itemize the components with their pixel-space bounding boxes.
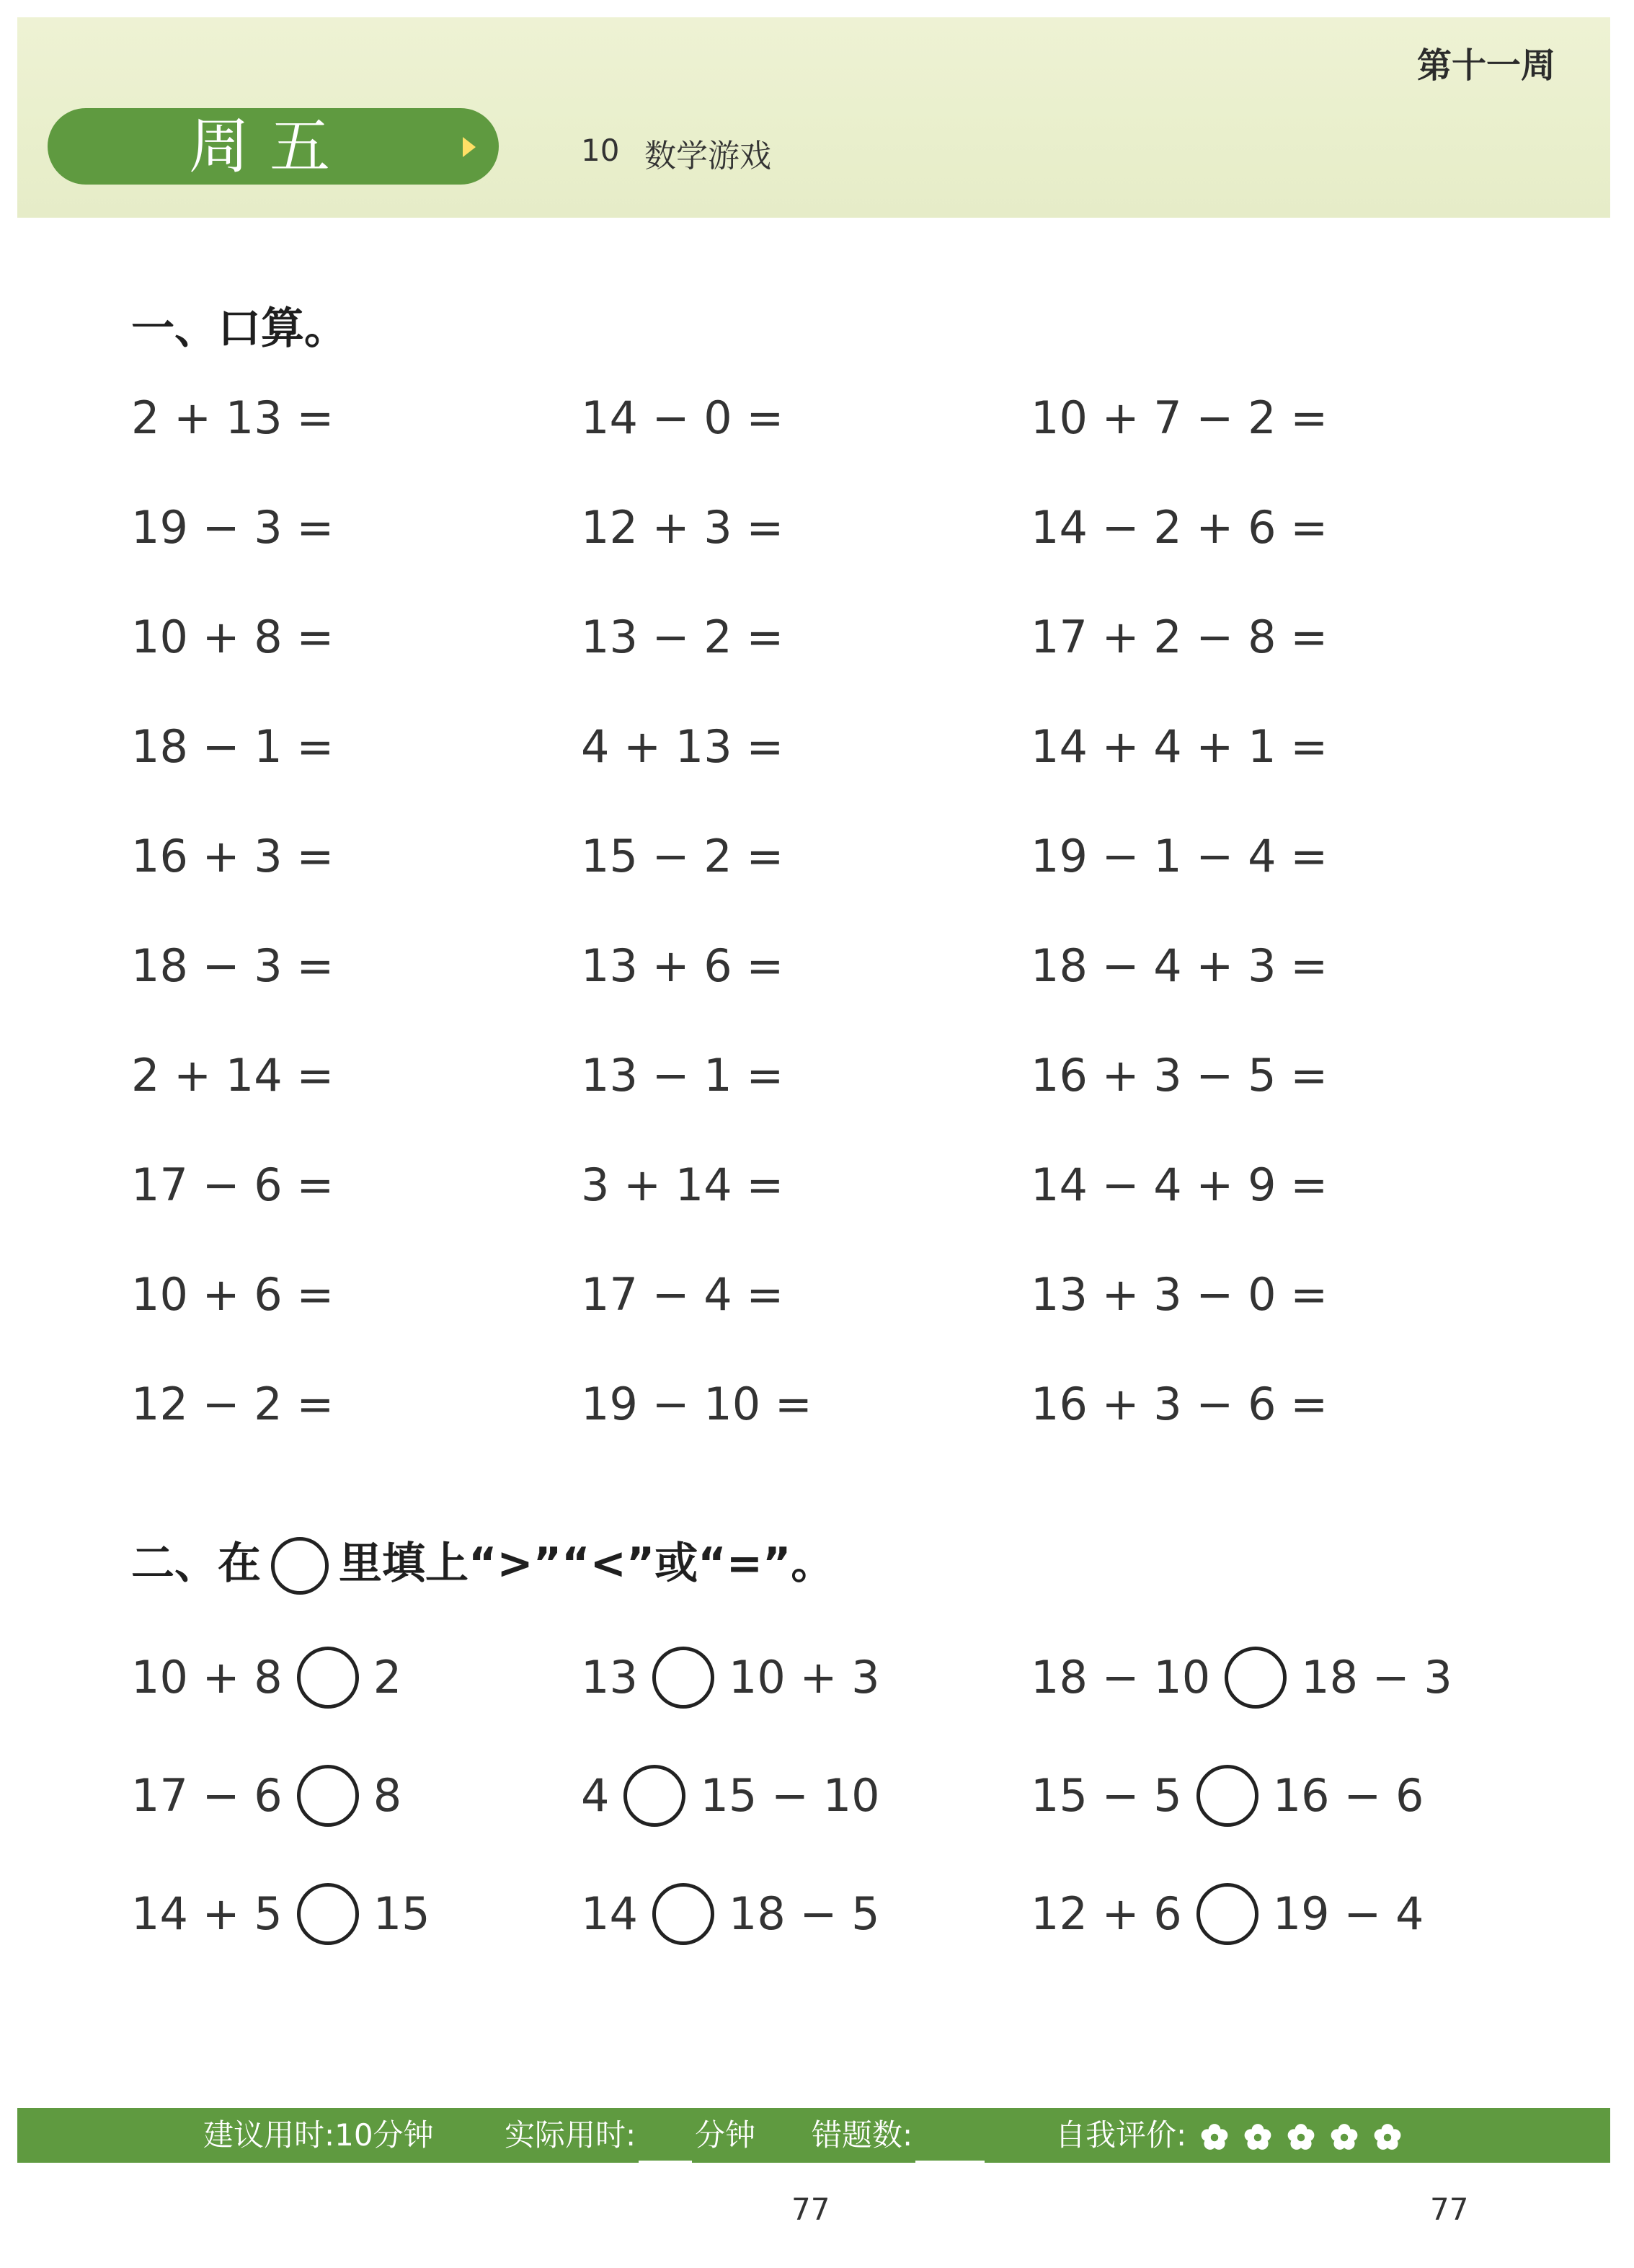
comparison-right: 15 − 10	[700, 1769, 880, 1822]
comparison-left: 17 − 6	[131, 1769, 283, 1822]
answer-circle[interactable]	[297, 1883, 359, 1945]
lesson-number: 10	[581, 133, 620, 168]
comparison-right: 10 + 3	[728, 1651, 880, 1704]
circle-icon	[271, 1537, 329, 1595]
comparison-right: 16 − 6	[1272, 1769, 1424, 1822]
answer-circle[interactable]	[297, 1647, 359, 1709]
math-problem: 10 + 6 =	[131, 1268, 334, 1321]
mistakes-blank[interactable]	[915, 2122, 985, 2163]
math-problem: 10 + 8 =	[131, 611, 334, 663]
flower-rating-icon[interactable]	[1329, 2122, 1359, 2153]
math-problem: 16 + 3 =	[131, 830, 334, 882]
math-problem: 13 + 3 − 0 =	[1031, 1268, 1328, 1321]
actual-time-blank[interactable]	[639, 2122, 692, 2163]
section2-heading-prefix: 二、在	[131, 1538, 261, 1589]
self-eval-label: 自我评价:	[1055, 2117, 1187, 2153]
section2-heading	[131, 1531, 834, 1596]
answer-circle[interactable]	[652, 1647, 714, 1709]
flower-rating-icon[interactable]	[1199, 2122, 1230, 2153]
answer-circle[interactable]	[297, 1765, 359, 1827]
math-problem: 16 + 3 − 5 =	[1031, 1049, 1328, 1102]
math-problem: 13 + 6 =	[581, 939, 784, 992]
math-problem: 14 − 4 + 9 =	[1031, 1159, 1328, 1211]
comparison-item	[1031, 1645, 1452, 1710]
answer-circle[interactable]	[1225, 1647, 1287, 1709]
actual-time	[505, 2108, 755, 2163]
answer-circle[interactable]	[1196, 1883, 1258, 1945]
math-problem: 13 − 2 =	[581, 611, 784, 663]
comparison-item	[1031, 1882, 1424, 1946]
week-label: 第十一周	[1417, 45, 1556, 86]
comparison-left: 14	[581, 1887, 638, 1940]
answer-circle[interactable]	[1196, 1765, 1258, 1827]
day-label: 周五	[189, 111, 351, 182]
comparison-item	[581, 1645, 880, 1710]
flower-rating-icon[interactable]	[1243, 2122, 1273, 2153]
comparison-left: 4	[581, 1769, 610, 1822]
comparison-item	[1031, 1763, 1424, 1828]
math-problem: 14 − 0 =	[581, 391, 784, 444]
comparison-item	[581, 1882, 880, 1946]
math-problem: 15 − 2 =	[581, 830, 784, 882]
mistakes-label: 错题数:	[812, 2117, 913, 2153]
answer-circle[interactable]	[652, 1883, 714, 1945]
actual-time-label: 实际用时:	[505, 2117, 636, 2153]
math-problem: 18 − 4 + 3 =	[1031, 939, 1328, 992]
play-arrow-icon	[463, 137, 476, 157]
math-problem: 19 − 1 − 4 =	[1031, 830, 1328, 882]
comparison-item	[131, 1882, 430, 1946]
math-problem: 17 + 2 − 8 =	[1031, 611, 1328, 663]
math-problem: 3 + 14 =	[581, 1159, 784, 1211]
math-problem: 19 − 10 =	[581, 1378, 812, 1430]
math-problem: 14 − 2 + 6 =	[1031, 501, 1328, 554]
math-problem: 12 + 3 =	[581, 501, 784, 554]
section2-heading-suffix: 里填上“>”“<”或“=”。	[339, 1538, 835, 1589]
answer-circle[interactable]	[623, 1765, 685, 1827]
math-problem: 10 + 7 − 2 =	[1031, 391, 1328, 444]
comparison-item	[131, 1763, 401, 1828]
comparison-right: 18 − 5	[728, 1887, 880, 1940]
math-problem: 19 − 3 =	[131, 501, 334, 554]
comparison-left: 18 − 10	[1031, 1651, 1211, 1704]
comparison-right: 15	[373, 1887, 430, 1940]
math-problem: 17 − 4 =	[581, 1268, 784, 1321]
page-number-center: 77	[791, 2192, 830, 2227]
page-number-right: 77	[1430, 2192, 1469, 2227]
comparison-left: 13	[581, 1651, 638, 1704]
math-problem: 18 − 1 =	[131, 720, 334, 773]
math-problem: 12 − 2 =	[131, 1378, 334, 1430]
mistakes-count	[812, 2108, 987, 2163]
flower-rating-icon[interactable]	[1372, 2122, 1403, 2153]
math-problem: 2 + 14 =	[131, 1049, 334, 1102]
suggested-time: 建议用时:10分钟	[203, 2117, 434, 2153]
comparison-right: 2	[373, 1651, 402, 1704]
math-problem: 16 + 3 − 6 =	[1031, 1378, 1328, 1430]
comparison-item	[581, 1763, 880, 1828]
comparison-right: 18 − 3	[1301, 1651, 1452, 1704]
math-problem: 13 − 1 =	[581, 1049, 784, 1102]
math-problem: 17 − 6 =	[131, 1159, 334, 1211]
lesson-title: 数学游戏	[644, 138, 771, 174]
math-problem: 14 + 4 + 1 =	[1031, 720, 1328, 773]
comparison-right: 19 − 4	[1272, 1887, 1424, 1940]
math-problem: 4 + 13 =	[581, 720, 784, 773]
math-problem: 2 + 13 =	[131, 391, 334, 444]
section1-heading: 一、口算。	[131, 304, 347, 354]
math-problem: 18 − 3 =	[131, 939, 334, 992]
actual-time-unit: 分钟	[695, 2117, 756, 2153]
comparison-left: 15 − 5	[1031, 1769, 1182, 1822]
comparison-left: 12 + 6	[1031, 1887, 1182, 1940]
comparison-left: 14 + 5	[131, 1887, 283, 1940]
comparison-item	[131, 1645, 401, 1710]
comparison-right: 8	[373, 1769, 402, 1822]
comparison-left: 10 + 8	[131, 1651, 283, 1704]
flower-rating-icon[interactable]	[1286, 2122, 1316, 2153]
